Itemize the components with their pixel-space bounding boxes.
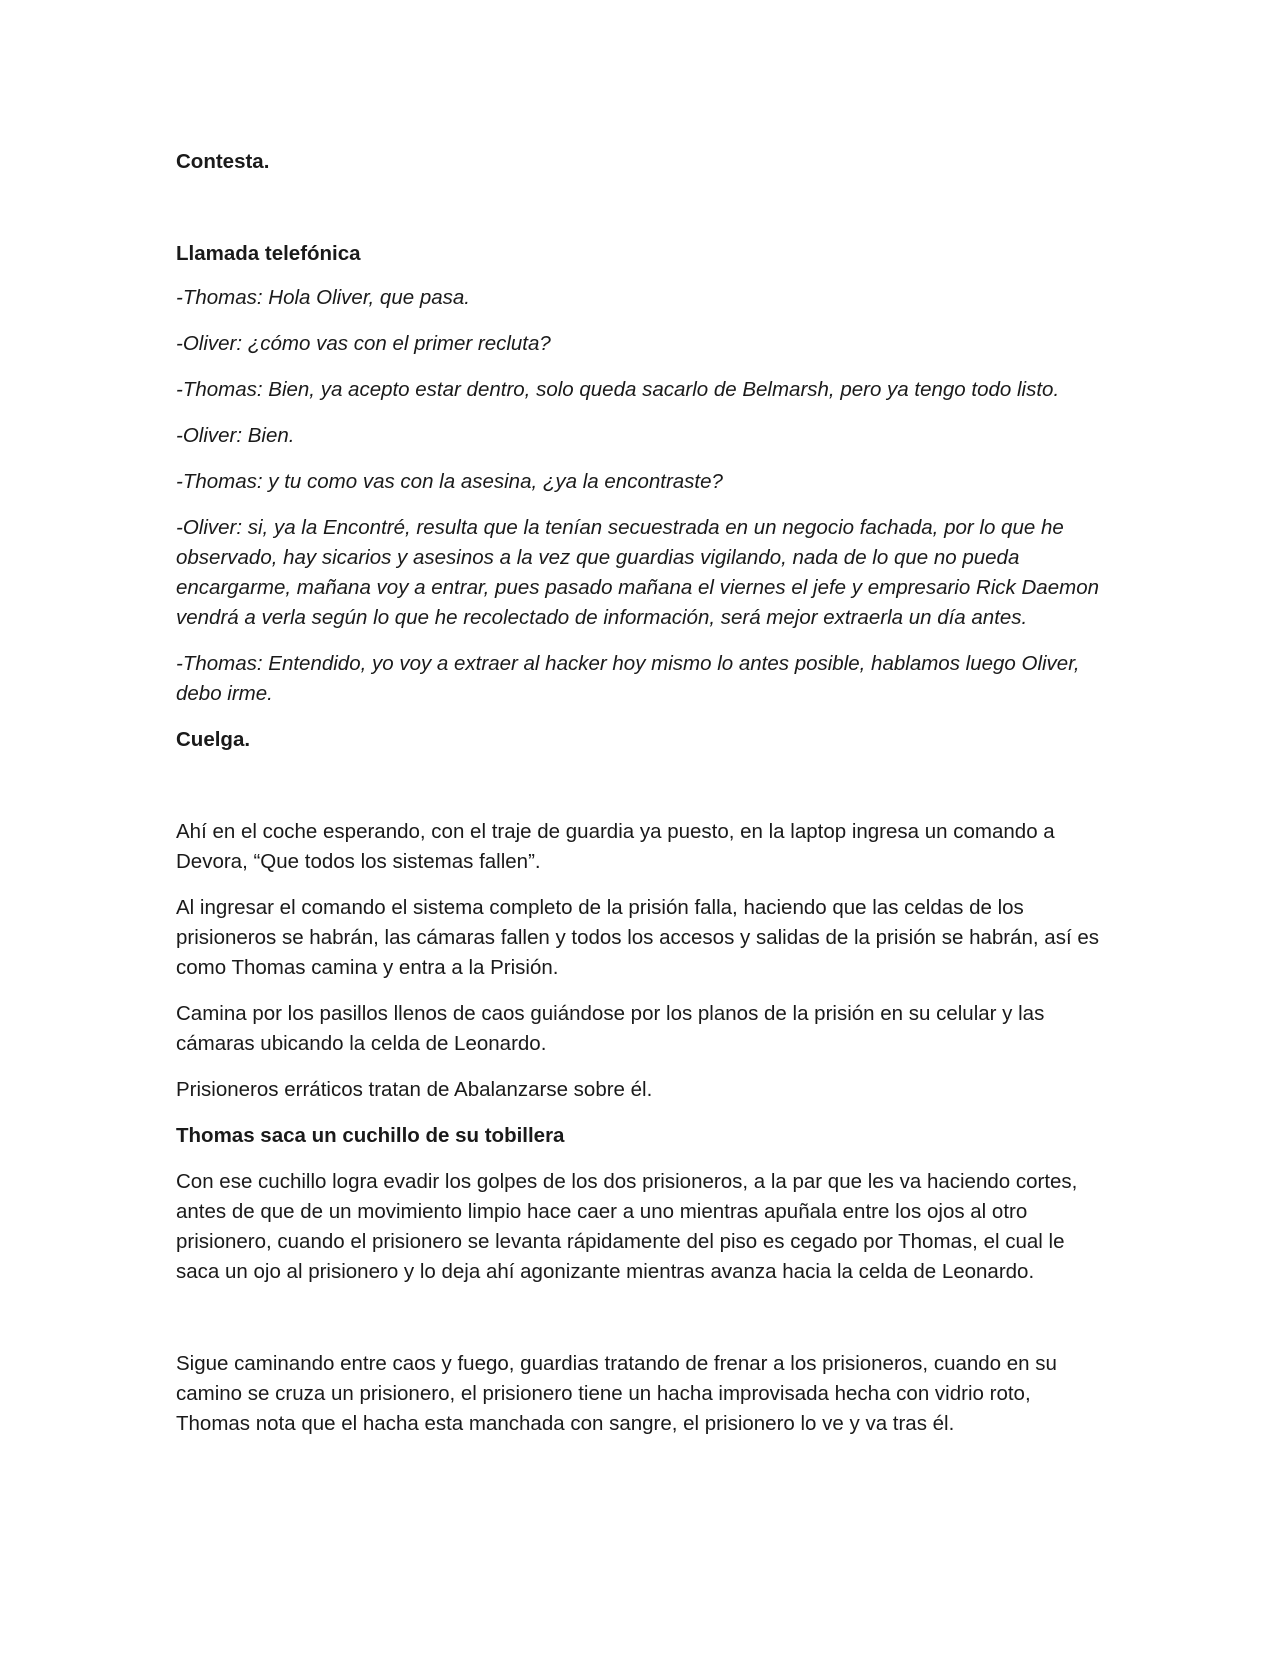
narrative-paragraph: Ahí en el coche esperando, con el traje de guardia ya puesto, en la laptop ingresa un comando a Devora, “Que todos los sistemas fallen”. (176, 820, 1055, 873)
dialogue-line: -Oliver: si, ya la Encontré, resulta que la tenían secuestrada en un negocio fachada, por lo que he observado, hay sicarios y asesinos a la vez que guardias vigilando, nada de lo que no pueda encargarme, mañana voy a entrar, pues pasado mañana el viernes el jefe y empresario Rick Daemon vendrá a verla según lo que he recolectado de información, será mejor extraerla un día antes. (176, 516, 1099, 629)
scene-direction-contesta: Contesta. (176, 150, 270, 173)
narrative-paragraph: Sigue caminando entre caos y fuego, guardias tratando de frenar a los prisioneros, cuando en su camino se cruza un prisionero, el prisionero tiene un hacha improvisada hecha con vidrio roto, Thomas nota que el hacha esta manchada con sangre, el prisionero lo ve y va tras él. (176, 1352, 1057, 1435)
section-heading-phone-call: Llamada telefónica (176, 242, 361, 265)
dialogue-line: -Thomas: y tu como vas con la asesina, ¿ya la encontraste? (176, 470, 723, 493)
dialogue-line: -Oliver: Bien. (176, 424, 295, 447)
scene-direction-knife: Thomas saca un cuchillo de su tobillera (176, 1124, 565, 1147)
dialogue-line: -Oliver: ¿cómo vas con el primer recluta? (176, 332, 551, 355)
narrative-paragraph: Camina por los pasillos llenos de caos guiándose por los planos de la prisión en su celular y las cámaras ubicando la celda de Leonardo. (176, 1002, 1045, 1055)
dialogue-line: -Thomas: Bien, ya acepto estar dentro, solo queda sacarlo de Belmarsh, pero ya tengo todo listo. (176, 378, 1060, 401)
dialogue-line: -Thomas: Hola Oliver, que pasa. (176, 286, 470, 309)
narrative-paragraph: Prisioneros erráticos tratan de Abalanzarse sobre él. (176, 1078, 653, 1101)
narrative-paragraph: Con ese cuchillo logra evadir los golpes de los dos prisioneros, a la par que les va haciendo cortes, antes de que de un movimiento limpio hace caer a uno mientras apuñala entre los ojos al otro prisionero, cuando el prisionero se levanta rápidamente del piso es cegado por Thomas, el cual le saca un ojo al prisionero y lo deja ahí agonizante mientras avanza hacia la celda de Leonardo. (176, 1170, 1078, 1283)
narrative-paragraph: Al ingresar el comando el sistema completo de la prisión falla, haciendo que las celdas de los prisioneros se habrán, las cámaras fallen y todos los accesos y salidas de la prisión se habrán, así es como Thomas camina y entra a la Prisión. (176, 896, 1099, 979)
document-body (176, 147, 1106, 1455)
scene-direction-cuelga: Cuelga. (176, 728, 251, 751)
dialogue-line: -Thomas: Entendido, yo voy a extraer al hacker hoy mismo lo antes posible, hablamos luego Oliver, debo irme. (176, 652, 1080, 705)
